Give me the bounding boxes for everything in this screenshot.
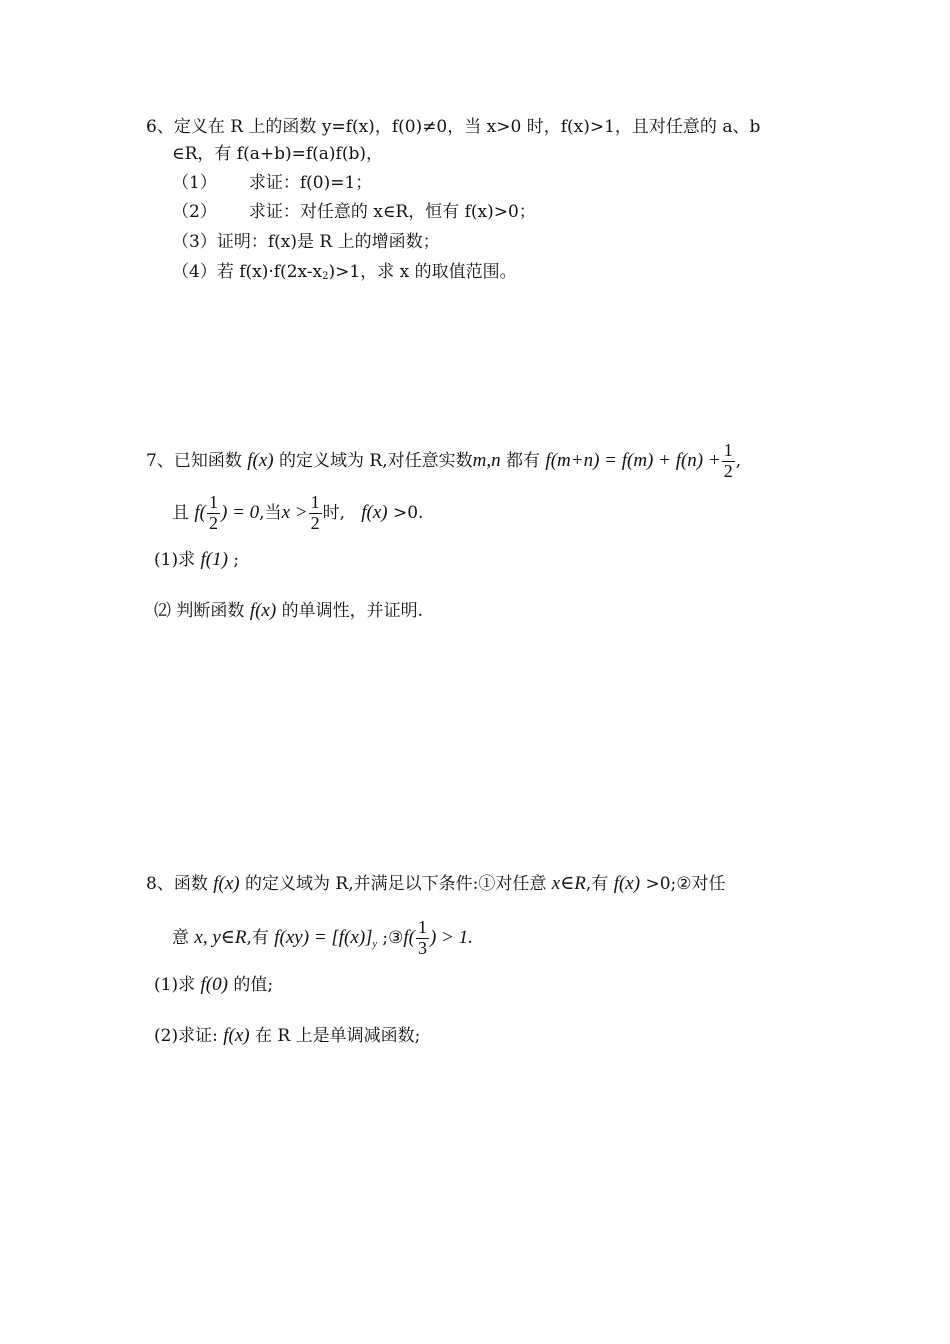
q6-part1 [172, 173, 372, 193]
q8-text-c: ,有 [585, 874, 609, 894]
q8-p1-f: f(0) [200, 974, 228, 995]
q8-l2-b: ,有 [246, 927, 269, 948]
q8-part1 [154, 974, 273, 997]
q7-l2-close: ) = 0 [221, 501, 260, 523]
q8-fx: f(x) [213, 873, 240, 894]
q7-line1 [146, 441, 741, 482]
q7-l2-f: f( [194, 501, 207, 523]
q6-part2 [172, 202, 536, 222]
q7-text-c: 都有 [506, 450, 541, 471]
q6-part4 [172, 262, 517, 283]
q6-line2: ∈R，有 f(a+b)=f(a)f(b)， [172, 144, 383, 164]
q6-part4-sub: 2 [322, 271, 329, 282]
q7-p2-b: 的单调性，并证明. [281, 601, 423, 621]
q7-p1-b: ; [233, 550, 240, 570]
q6-part4-pre: （4）若 f(x)·f(2x-x [172, 262, 323, 282]
q8-p2-b: 在 R 上是单调减函数; [255, 1026, 421, 1046]
q8-l2-eq: f(xy) = [f(x)] [274, 926, 373, 948]
q6-line1: 6、定义在 R 上的函数 y=f(x)，f(0)≠0，当 x>0 时，f(x)>1，且对任意的 a、b [146, 117, 761, 137]
q8-l2-c: ;③ [382, 927, 404, 948]
q6-part4-post: )>1，求 x 的取值范围。 [328, 262, 517, 282]
q8-l2-sup: y [372, 938, 377, 950]
q7-l2-c: 时, [322, 502, 345, 523]
q8-line2 [172, 918, 473, 959]
q7-p2-f: f(x) [249, 600, 277, 621]
q7-p1-f: f(1) [200, 549, 228, 570]
q6-part2-num: （2） [172, 202, 217, 222]
q8-l2-f: f( [403, 926, 415, 948]
q7-line2 [172, 493, 423, 534]
q8-p1-a: (1)求 [154, 975, 196, 995]
q6-part2-text: 求证：对任意的 x∈R，恒有 f(x)>0； [248, 202, 536, 222]
q7-part2 [154, 600, 423, 623]
q7-p2-a: ⑵ 判断函数 [154, 601, 245, 621]
q7-equation: f(m+n) = f(m) + f(n) + [545, 449, 721, 471]
q6-part1-num: （1） [172, 173, 217, 193]
q8-part2 [154, 1025, 420, 1048]
q8-p2-f: f(x) [223, 1025, 250, 1046]
q8-l2-close: ) > 1. [429, 926, 473, 948]
q8-text-b: 的定义域为 R,并满足以下条件:①对任意 [245, 874, 547, 894]
q7-mn: m,n [472, 449, 501, 471]
q7-part1 [154, 549, 239, 572]
q7-fraction-half: $\frac{1}{2}$ [723, 440, 733, 481]
q8-text-a: 8、函数 [146, 874, 208, 894]
q7-fx: f(x) [247, 449, 274, 471]
q7-text-a: 7、已知函数 [146, 450, 242, 471]
q6-part1-text: 求证：f(0)=1； [248, 173, 373, 193]
q7-l2-a: 且 [172, 502, 189, 523]
q7-l2-d: >0. [393, 502, 424, 523]
q7-text-b: 的定义域为 R,对任意实数 [279, 450, 473, 471]
q8-xr: x∈R [551, 873, 586, 894]
q8-l2-fraction: $\frac{1}{3}$ [417, 917, 427, 958]
q7-l2-b: ,当 [259, 502, 282, 523]
q8-text-d: >0;②对任 [645, 874, 726, 894]
q7-l2-x: x > [281, 501, 308, 523]
q7-l2-fx: f(x) [361, 501, 388, 523]
q8-l2-a: 意 [172, 927, 189, 948]
q8-p1-b: 的值; [233, 975, 274, 995]
q8-fx2: f(x) [613, 873, 641, 894]
q6-part3: （3）证明：f(x)是 R 上的增函数； [172, 232, 440, 252]
q7-p1-a: (1)求 [154, 550, 196, 570]
q7-comma: , [735, 450, 742, 471]
q8-p2-a: (2)求证: [154, 1026, 218, 1046]
q7-l2-fraction2: $\frac{1}{2}$ [310, 492, 320, 533]
q8-l2-xy: x, y∈R [194, 926, 247, 948]
q8-line1 [146, 873, 726, 896]
q7-l2-fraction: $\frac{1}{2}$ [209, 492, 219, 533]
